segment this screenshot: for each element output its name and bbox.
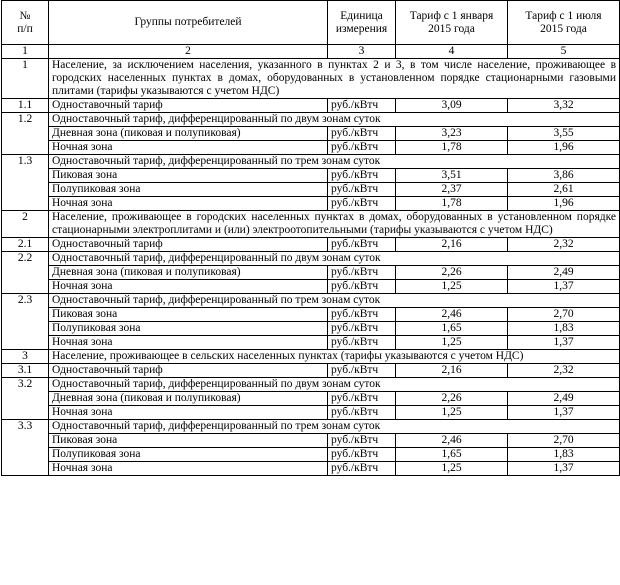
unit-cell: руб./кВтч [328, 99, 396, 113]
tariff-jan-value: 1,25 [396, 462, 508, 476]
tariff-jul-value: 3,86 [508, 169, 620, 183]
tariff-jan-value: 1,78 [396, 197, 508, 211]
tariff-jan-value: 2,46 [396, 434, 508, 448]
table-row [2, 392, 620, 406]
row-number: 3.1 [2, 364, 49, 378]
subsection-title: Одноставочный тариф, дифференцированный по двум зонам суток [49, 113, 620, 127]
table-row [2, 169, 620, 183]
consumer-group-name: Одноставочный тариф [49, 364, 328, 378]
tariff-jan-value: 2,26 [396, 266, 508, 280]
tariff-jul-value: 1,37 [508, 336, 620, 350]
tariff-jan-value: 1,25 [396, 336, 508, 350]
table-row [2, 266, 620, 280]
section-row [2, 211, 620, 238]
tariff-jan-value: 1,65 [396, 322, 508, 336]
tariff-jul-value: 2,32 [508, 238, 620, 252]
subsection-title: Одноставочный тариф, дифференцированный по трем зонам суток [49, 155, 620, 169]
header-number: № п/п [2, 1, 49, 45]
section-description: Население, за исключением населения, указанного в пунктах 2 и 3, в том числе население, проживающее в городских населенных пунктах в домах, оборудованных в установленном порядке стационарными газовыми плитами (тарифы указываются с учетом НДС) [49, 59, 620, 99]
column-number: 2 [49, 45, 328, 59]
consumer-group-name: Пиковая зона [49, 169, 328, 183]
consumer-group-name: Полупиковая зона [49, 183, 328, 197]
subsection-row [2, 252, 620, 266]
consumer-group-name: Ночная зона [49, 336, 328, 350]
table-row [2, 462, 620, 476]
row-number: 1 [2, 59, 49, 99]
unit-cell: руб./кВтч [328, 462, 396, 476]
table-row [2, 322, 620, 336]
unit-cell: руб./кВтч [328, 141, 396, 155]
consumer-group-name: Полупиковая зона [49, 322, 328, 336]
consumer-group-name: Ночная зона [49, 197, 328, 211]
tariff-jan-value: 1,25 [396, 280, 508, 294]
consumer-group-name: Ночная зона [49, 462, 328, 476]
subsection-row [2, 378, 620, 392]
tariff-jan-value: 2,26 [396, 392, 508, 406]
consumer-group-name: Полупиковая зона [49, 448, 328, 462]
table-row [2, 99, 620, 113]
tariff-jul-value: 1,83 [508, 322, 620, 336]
section-row [2, 59, 620, 99]
column-number: 5 [508, 45, 620, 59]
tariff-jul-value: 2,70 [508, 308, 620, 322]
section-description: Население, проживающее в сельских населенных пунктах (тарифы указываются с учетом НДС) [49, 350, 620, 364]
tariff-jul-value: 1,37 [508, 280, 620, 294]
tariff-jan-value: 3,23 [396, 127, 508, 141]
unit-cell: руб./кВтч [328, 406, 396, 420]
tariff-jul-value: 3,32 [508, 99, 620, 113]
column-number: 1 [2, 45, 49, 59]
tariff-jan-value: 2,37 [396, 183, 508, 197]
unit-cell: руб./кВтч [328, 308, 396, 322]
tariff-jul-value: 1,96 [508, 197, 620, 211]
unit-cell: руб./кВтч [328, 169, 396, 183]
tariff-jan-value: 2,16 [396, 238, 508, 252]
unit-cell: руб./кВтч [328, 127, 396, 141]
section-description: Население, проживающее в городских населенных пунктах в домах, оборудованных в установленном порядке стационарными электроплитами и (или) электроотопительными (тарифы указываются с учетом НДС) [49, 211, 620, 238]
tariff-jan-value: 1,78 [396, 141, 508, 155]
row-number: 2.2 [2, 252, 49, 294]
subsection-row [2, 294, 620, 308]
table-row [2, 448, 620, 462]
unit-cell: руб./кВтч [328, 336, 396, 350]
header-row [2, 1, 620, 45]
table-row [2, 238, 620, 252]
consumer-group-name: Дневная зона (пиковая и полупиковая) [49, 392, 328, 406]
unit-cell: руб./кВтч [328, 183, 396, 197]
column-number: 3 [328, 45, 396, 59]
subsection-title: Одноставочный тариф, дифференцированный по двум зонам суток [49, 252, 620, 266]
row-number: 1.3 [2, 155, 49, 211]
consumer-group-name: Пиковая зона [49, 434, 328, 448]
tariff-jan-value: 3,09 [396, 99, 508, 113]
section-row [2, 350, 620, 364]
subsection-row [2, 155, 620, 169]
row-number: 3 [2, 350, 49, 364]
row-number: 2.3 [2, 294, 49, 350]
consumer-group-name: Пиковая зона [49, 308, 328, 322]
table-row [2, 127, 620, 141]
consumer-group-name: Одноставочный тариф [49, 238, 328, 252]
consumer-group-name: Дневная зона (пиковая и полупиковая) [49, 266, 328, 280]
tariff-jul-value: 1,96 [508, 141, 620, 155]
tariff-jul-value: 2,32 [508, 364, 620, 378]
consumer-group-name: Ночная зона [49, 406, 328, 420]
table-row [2, 434, 620, 448]
table-body [2, 59, 620, 476]
subsection-row [2, 113, 620, 127]
consumer-group-name: Ночная зона [49, 280, 328, 294]
tariff-jul-value: 1,83 [508, 448, 620, 462]
table-row [2, 336, 620, 350]
table-row [2, 364, 620, 378]
tariff-table [1, 0, 620, 476]
tariff-jul-value: 2,49 [508, 392, 620, 406]
table-row [2, 308, 620, 322]
row-number: 2 [2, 211, 49, 238]
subsection-title: Одноставочный тариф, дифференцированный по трем зонам суток [49, 294, 620, 308]
subsection-title: Одноставочный тариф, дифференцированный по двум зонам суток [49, 378, 620, 392]
unit-cell: руб./кВтч [328, 392, 396, 406]
tariff-jul-value: 2,61 [508, 183, 620, 197]
tariff-jul-value: 3,55 [508, 127, 620, 141]
tariff-jul-value: 1,37 [508, 406, 620, 420]
table-row [2, 406, 620, 420]
consumer-group-name: Одноставочный тариф [49, 99, 328, 113]
unit-cell: руб./кВтч [328, 448, 396, 462]
row-number: 1.1 [2, 99, 49, 113]
tariff-jul-value: 1,37 [508, 462, 620, 476]
row-number: 3.2 [2, 378, 49, 420]
unit-cell: руб./кВтч [328, 197, 396, 211]
unit-cell: руб./кВтч [328, 322, 396, 336]
tariff-jul-value: 2,49 [508, 266, 620, 280]
tariff-jan-value: 3,51 [396, 169, 508, 183]
consumer-group-name: Дневная зона (пиковая и полупиковая) [49, 127, 328, 141]
consumer-group-name: Ночная зона [49, 141, 328, 155]
column-number-row [2, 45, 620, 59]
row-number: 1.2 [2, 113, 49, 155]
unit-cell: руб./кВтч [328, 266, 396, 280]
table-row [2, 141, 620, 155]
unit-cell: руб./кВтч [328, 364, 396, 378]
tariff-jan-value: 2,46 [396, 308, 508, 322]
unit-cell: руб./кВтч [328, 434, 396, 448]
header-consumer-groups: Группы потребителей [49, 1, 328, 45]
tariff-jan-value: 1,25 [396, 406, 508, 420]
table-row [2, 197, 620, 211]
unit-cell: руб./кВтч [328, 280, 396, 294]
subsection-title: Одноставочный тариф, дифференцированный по трем зонам суток [49, 420, 620, 434]
tariff-jan-value: 2,16 [396, 364, 508, 378]
tariff-jul-value: 2,70 [508, 434, 620, 448]
unit-cell: руб./кВтч [328, 238, 396, 252]
row-number: 3.3 [2, 420, 49, 476]
header-tariff-jul: Тариф с 1 июля 2015 года [508, 1, 620, 45]
table-row [2, 183, 620, 197]
table-row [2, 280, 620, 294]
subsection-row [2, 420, 620, 434]
header-unit: Единица измерения [328, 1, 396, 45]
header-tariff-jan: Тариф с 1 января 2015 года [396, 1, 508, 45]
tariff-jan-value: 1,65 [396, 448, 508, 462]
column-number: 4 [396, 45, 508, 59]
row-number: 2.1 [2, 238, 49, 252]
